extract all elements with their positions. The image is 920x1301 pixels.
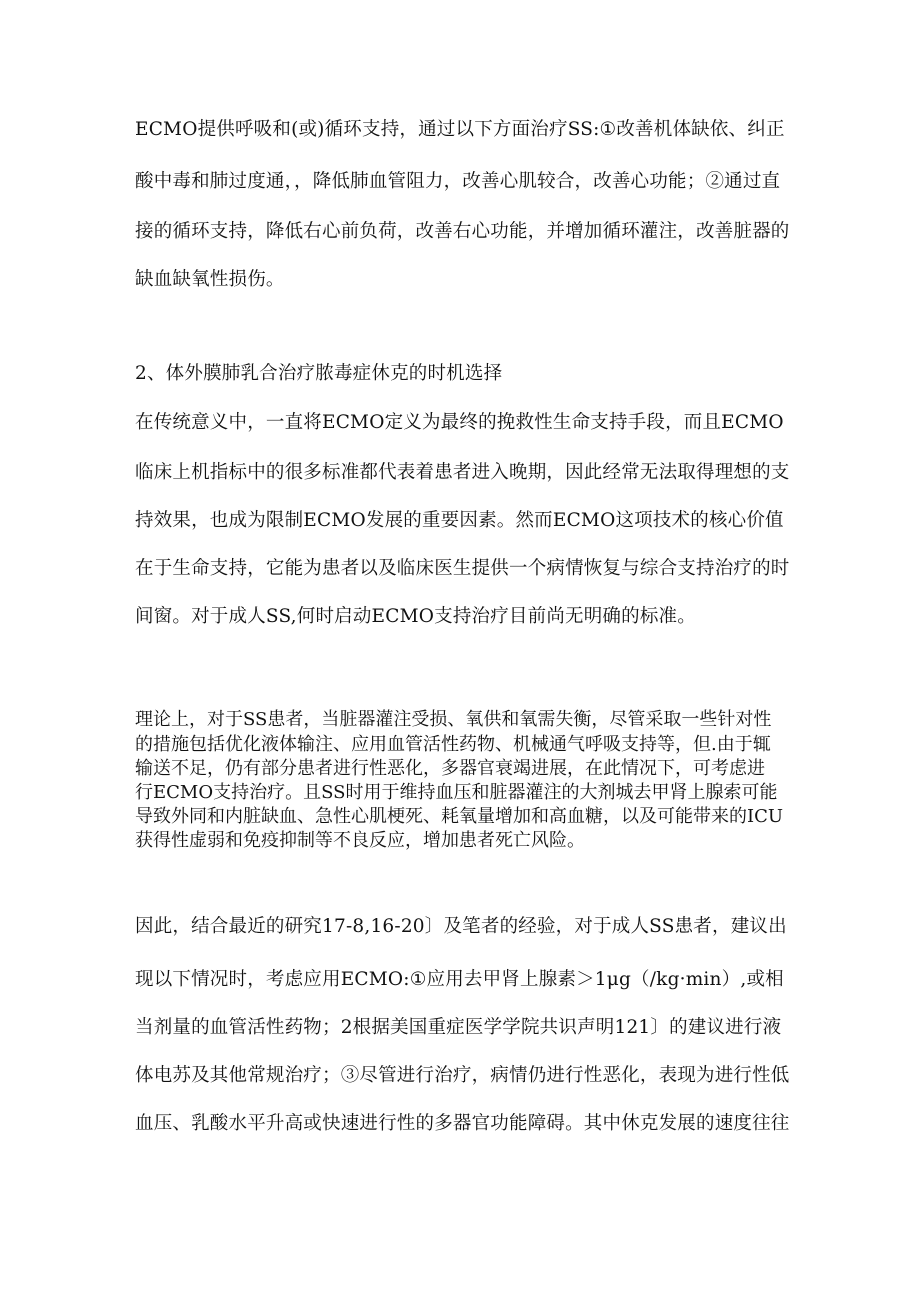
paragraph-4-line-5: 血压、乳酸水平升高或快速进行性的多器官功能障碍。其中休克发展的速度往往 <box>135 1113 790 1134</box>
paragraph-1-line-1: ECMO提供呼吸和(或)循环支持，通过以下方面治疗SS:①改善机体缺依、纠正 <box>135 119 785 140</box>
paragraph-3-line-4: 行ECMO支持治疗。且SS时用于维持血压和脏器灌注的大剂城去甲肾上腺索可能 <box>135 782 778 803</box>
paragraph-3-line-1: 理论上，对于SS患者，当脏器灌注受损、氧供和氧需失衡，尽管采取一些针对性 <box>135 709 772 730</box>
paragraph-4-line-2: 现以下情况时，考虑应用ECMO:①应用去甲肾上腺素＞1μg（∕kg·min）,或相 <box>135 969 784 990</box>
paragraph-4-line-3: 当剂量的血管活性药物；2根据美国重症医学学院共识声明121〕的建议进行液 <box>135 1017 782 1038</box>
paragraph-1-line-3: 接的循环支持，降低右心前负荷，改善右心功能，并增加循环灌注，改善脏器的 <box>135 221 790 242</box>
paragraph-2-line-5: 间窗。对于成人SS,何时启动ECMO支持治疗目前尚无明确的标准。 <box>135 606 696 627</box>
paragraph-2-line-2: 临床上机指标中的很多标准都代表着患者进入晚期，因此经常无法取得理想的支 <box>135 462 790 483</box>
paragraph-2-line-4: 在于生命支持，它能为患者以及临床医生提供一个病情恢复与综合支持治疗的时 <box>135 558 790 579</box>
paragraph-3-line-5: 导致外同和内脏缺血、急性心肌梗死、耗氧量增加和高血糖，以及可能带来的ICU <box>135 806 784 827</box>
paragraph-2-line-3: 持效果，也成为限制ECMO发展的重要因素。然而ECMO这项技术的核心价值 <box>135 510 784 531</box>
paragraph-1-line-2: 酸中毒和肺过度通，，降低肺血管阻力，改善心肌较合，改善心功能；②通过直 <box>135 171 781 192</box>
paragraph-2-line-1: 在传统意义中，一直将ECMO定义为最终的挽救性生命支持手段，而且ECMO <box>135 412 784 433</box>
paragraph-1-line-4: 缺血缺氧性损伤。 <box>135 269 285 290</box>
paragraph-4-line-4: 体电苏及其他常规治疗；③尽管进行治疗，病情仍进行性恶化，表现为进行性低 <box>135 1065 790 1086</box>
paragraph-3-line-6: 获得性虚弱和免疫抑制等不良反应，增加患者死亡风险。 <box>135 830 585 851</box>
paragraph-4-line-1: 因此，结合最近的研究17-8,16-20〕及笔者的经验，对于成人SS患者，建议出 <box>135 916 787 937</box>
paragraph-3-line-3: 输送不足，仍有部分患者进行性恶化，多器官衰竭进展，在此情况下，可考虑进 <box>135 758 765 779</box>
paragraph-3-line-2: 的措施包括优化液体输注、应用血管活性药物、机械通气呼吸支持等，但.由于辄 <box>135 734 771 755</box>
section-heading: 2、体外膜肺乳合治疗脓毒症休克的时机选择 <box>135 363 503 384</box>
